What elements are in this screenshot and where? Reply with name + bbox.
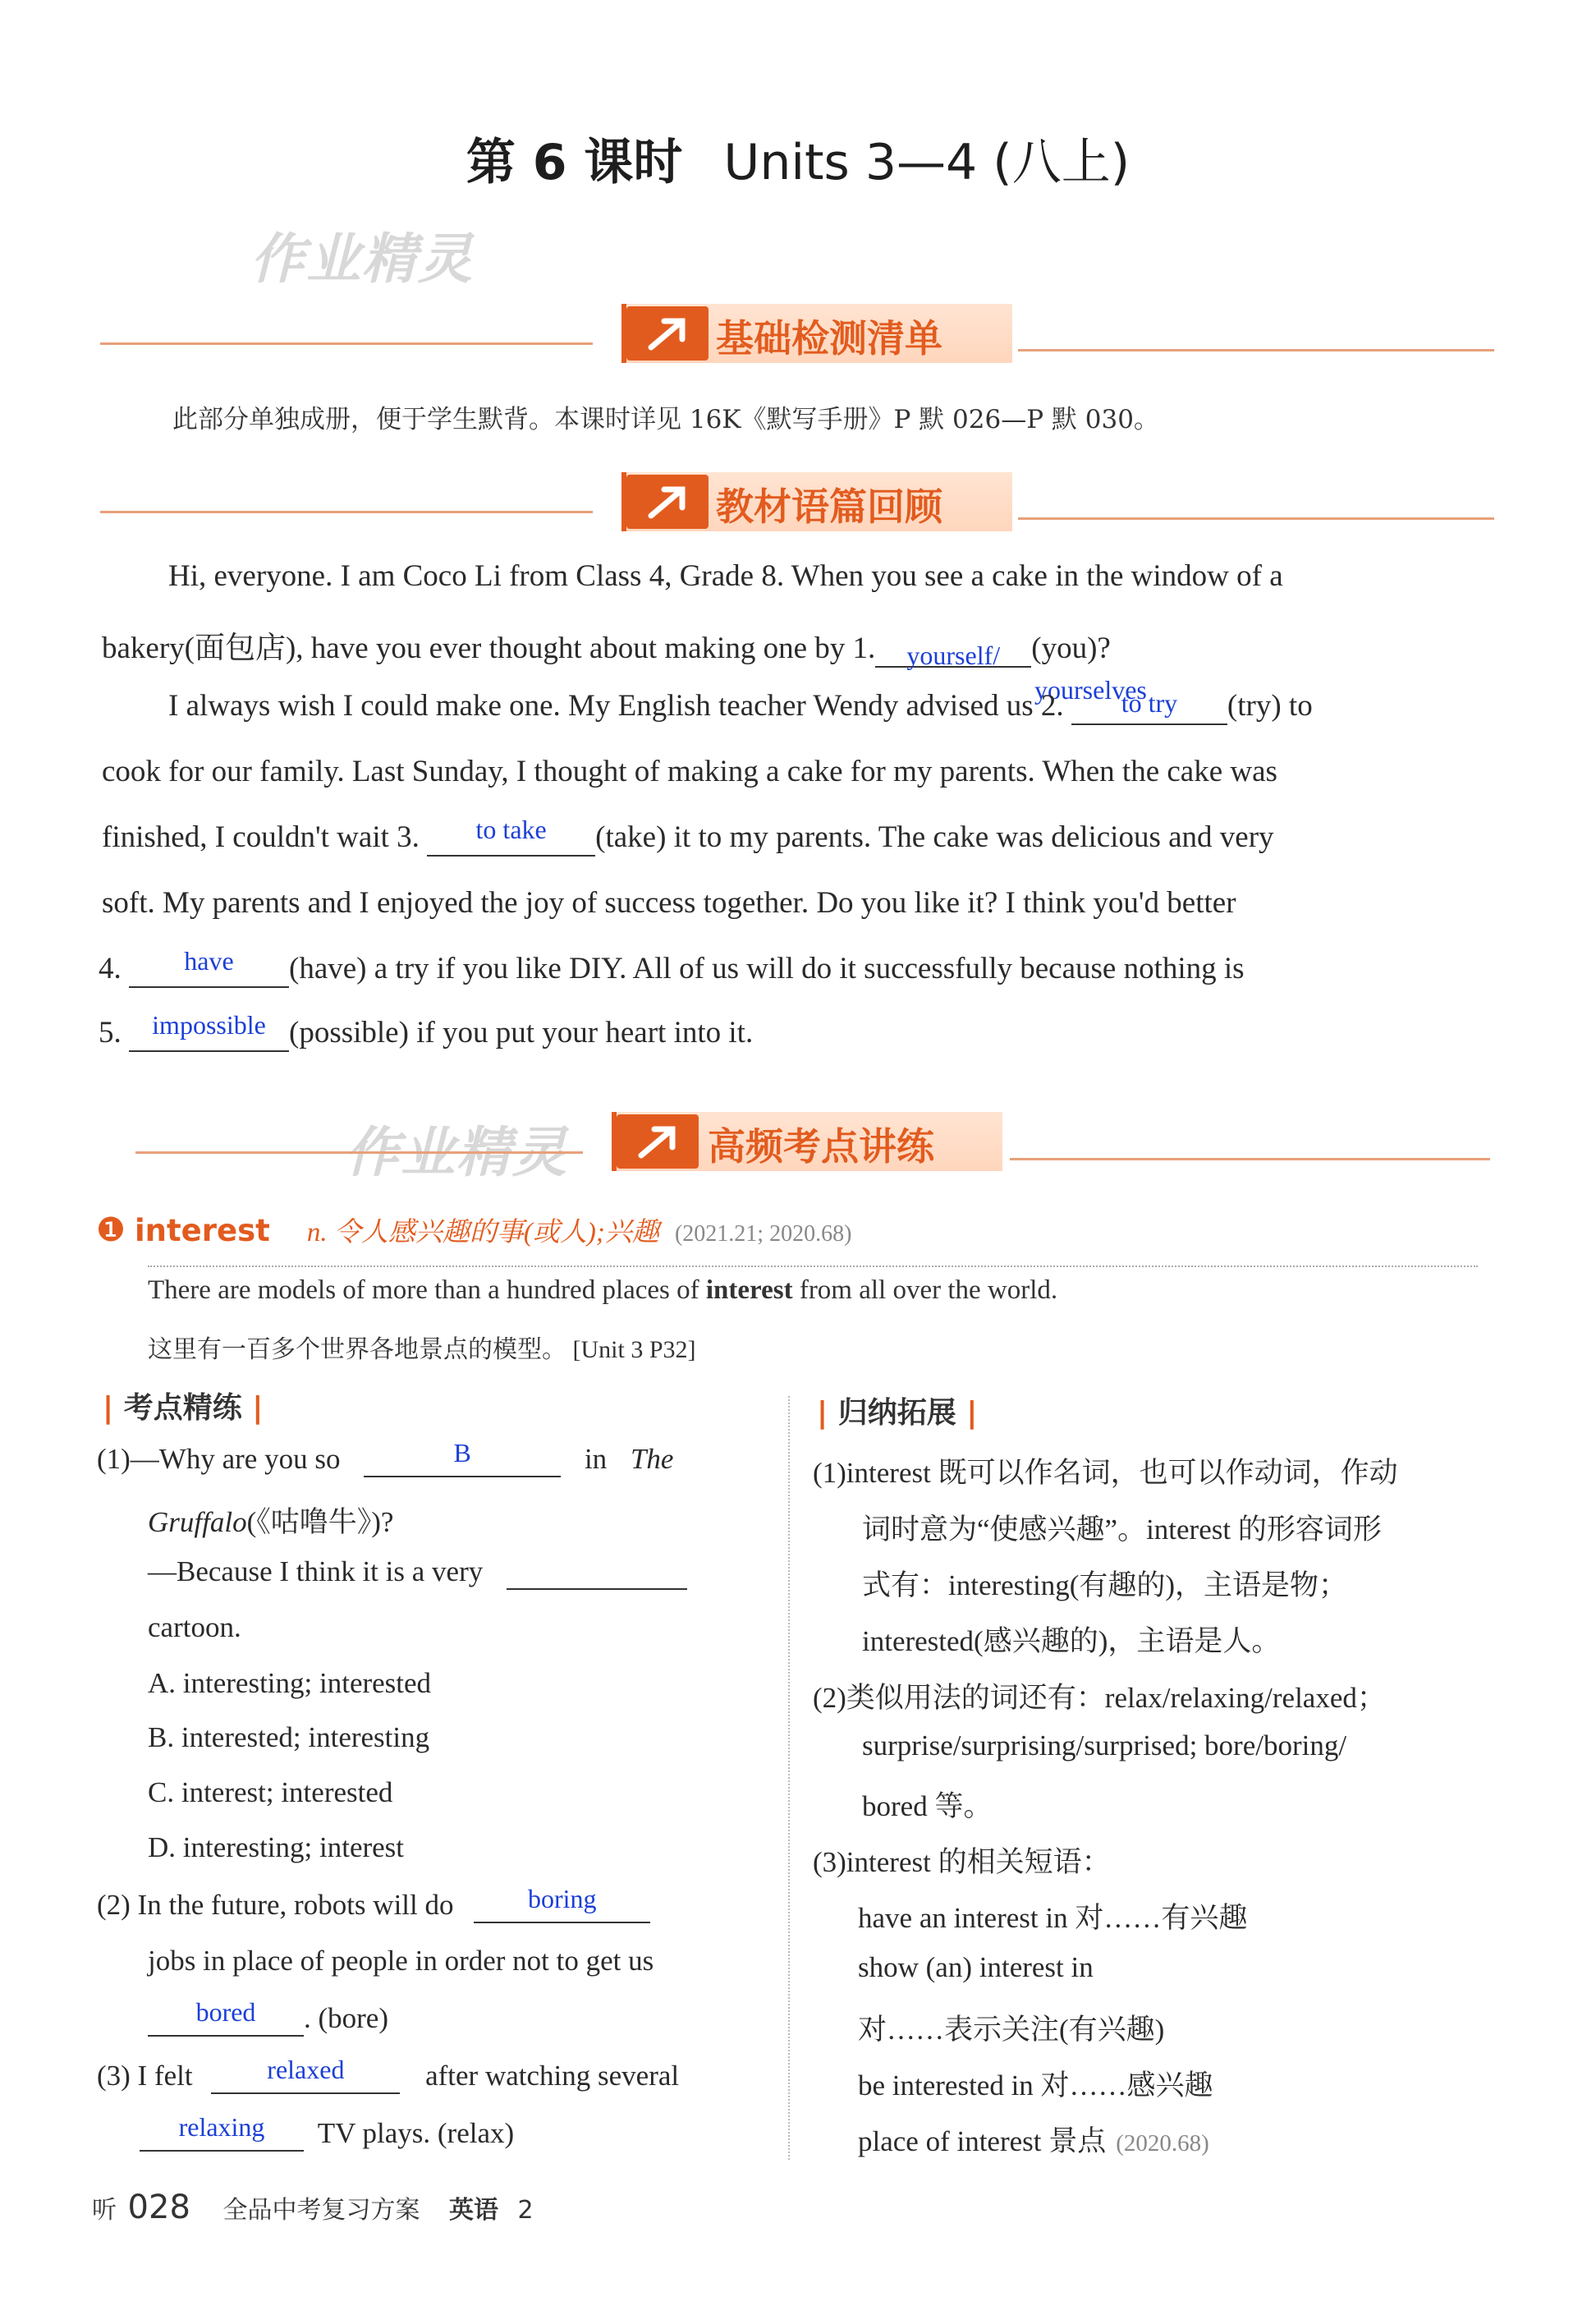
answer-text: yourselves: [1034, 675, 1147, 705]
passage-line: Hi, everyone. I am Coco Li from Class 4, Grade 8. When you see a cake in the window of a: [168, 559, 1283, 593]
summary-heading: | 归纳拓展 |: [817, 1396, 978, 1430]
basic-note: 此部分单独成册，便于学生默背。本课时详见 16K《默写手册》P 默 026—P 默 030。: [172, 405, 1159, 434]
point-number: ❶: [96, 1211, 126, 1249]
answer-blank[interactable]: yourself/: [875, 631, 1031, 668]
answer-blank[interactable]: bored: [148, 2002, 304, 2037]
answer-blank[interactable]: relaxing: [140, 2117, 304, 2152]
answer-blank[interactable]: to try: [1071, 688, 1227, 725]
divider-line: [100, 511, 593, 513]
answer-blank[interactable]: boring: [474, 1889, 650, 1923]
question-1: (1)—Why are you so B in The: [97, 1443, 673, 1477]
phrase: place of interest 景点 (2020.68): [858, 2125, 1209, 2157]
divider-line: [135, 1151, 583, 1154]
answer-blank[interactable]: have: [129, 951, 289, 988]
point-definition: n. 令人感兴趣的事(或人);兴趣: [306, 1218, 659, 1247]
passage-line: soft. My parents and I enjoyed the joy of success together. Do you like it? I think you'd better: [102, 886, 1236, 920]
dotted-divider: [148, 1265, 1478, 1267]
summary-line: 式有：interesting(有趣的)，主语是物；: [862, 1569, 1348, 1601]
arrow-icon: [617, 1114, 699, 1169]
option-d: D. interesting; interest: [148, 1831, 405, 1863]
question-1-reply: —Because I think it is a very: [148, 1555, 687, 1590]
answer-blank[interactable]: impossible: [129, 1015, 289, 1052]
example-en: There are models of more than a hundred places of interest from all over the world.: [148, 1275, 1058, 1305]
answer-blank[interactable]: to take: [427, 820, 595, 857]
book-title: 全品中考复习方案: [222, 2196, 420, 2225]
divider-line: [1010, 1158, 1490, 1160]
subject: 英语: [449, 2196, 498, 2225]
summary-line: bored 等。: [862, 1790, 993, 1822]
phrase: be interested in 对……感兴趣: [858, 2069, 1213, 2101]
passage-line: 4. have (have) a try if you like DIY. All of us will do it successfully because nothing is: [99, 951, 1245, 988]
answer-blank[interactable]: [507, 1555, 687, 1590]
divider-line: [100, 342, 593, 345]
divider-line: [1018, 349, 1494, 351]
page-title: [0, 123, 1596, 194]
passage-line: finished, I couldn't wait 3. to take (take) it to my parents. The cake was delicious and very: [102, 820, 1274, 857]
summary-line: 词时意为“使感兴趣”。interest 的形容词形: [862, 1513, 1382, 1546]
watermark-top: 作业精灵: [250, 227, 474, 291]
section-title: 教材语篇回顾: [716, 485, 942, 529]
summary-line: (1)interest 既可以作名词，也可以作动词，作动: [813, 1457, 1398, 1489]
divider-line: [1018, 517, 1494, 520]
point-header: [96, 1210, 851, 1249]
answer-blank[interactable]: B: [364, 1443, 561, 1477]
answer-blank[interactable]: relaxed: [211, 2060, 400, 2094]
lesson-number: 第 6 课时: [466, 134, 683, 191]
arrow-icon: [626, 306, 709, 361]
volume: 2: [517, 2196, 534, 2225]
passage-line: I always wish I could make one. My English teacher Wendy advised us 2. to try (try) to: [168, 688, 1313, 725]
option-b: B. interested; interesting: [148, 1721, 430, 1753]
units-title: Units 3—4 (八上): [723, 134, 1130, 191]
page-number: 028: [127, 2189, 190, 2226]
summary-line: surprise/surprising/surprised; bore/boring/: [862, 1729, 1347, 1762]
section-title: 基础检测清单: [716, 316, 942, 361]
point-refs: (2021.21; 2020.68): [674, 1221, 852, 1247]
option-a: A. interesting; interested: [148, 1667, 432, 1699]
phrase: have an interest in 对……有兴趣: [858, 1902, 1248, 1934]
practice-heading: | 考点精练 |: [103, 1391, 264, 1425]
question-3: (3) I felt relaxed after watching several: [97, 2060, 679, 2094]
passage-line: bakery(面包店), have you ever thought about making one by 1. yourself/ (you)?: [102, 632, 1111, 670]
summary-line: (2)类似用法的词还有：relax/relaxing/relaxed；: [813, 1682, 1386, 1714]
question-1-end: cartoon.: [148, 1611, 241, 1643]
footer-prefix: 听: [92, 2196, 117, 2225]
example-zh: 这里有一百多个世界各地景点的模型。 [Unit 3 P32]: [148, 1336, 696, 1363]
arrow-icon: [626, 475, 709, 529]
question-2-cont: jobs in place of people in order not to get us: [148, 1945, 654, 1977]
summary-line: interested(感兴趣的)，主语是人。: [862, 1625, 1281, 1657]
passage-line: 5. impossible (possible) if you put your heart into it.: [99, 1015, 753, 1052]
column-divider: [788, 1396, 790, 2160]
page-footer: [92, 2189, 534, 2226]
phrase: show (an) interest in: [858, 1951, 1094, 1983]
question-2: (2) In the future, robots will do boring: [97, 1889, 650, 1923]
question-3-end: relaxing TV plays. (relax): [140, 2117, 514, 2152]
point-word: interest: [134, 1213, 270, 1248]
phrase: 对……表示关注(有兴趣): [858, 2014, 1165, 2046]
option-c: C. interest; interested: [148, 1776, 393, 1808]
summary-line: (3)interest 的相关短语：: [813, 1846, 1111, 1878]
passage-line: cook for our family. Last Sunday, I thought of making a cake for my parents. When the cake was: [102, 755, 1277, 788]
watermark-mid: 作业精灵: [345, 1121, 568, 1184]
section-title: 高频考点讲练: [708, 1124, 934, 1169]
question-2-end: bored . (bore): [148, 2002, 388, 2037]
question-1-cont: Gruffalo(《咕噜牛》)?: [148, 1506, 394, 1538]
